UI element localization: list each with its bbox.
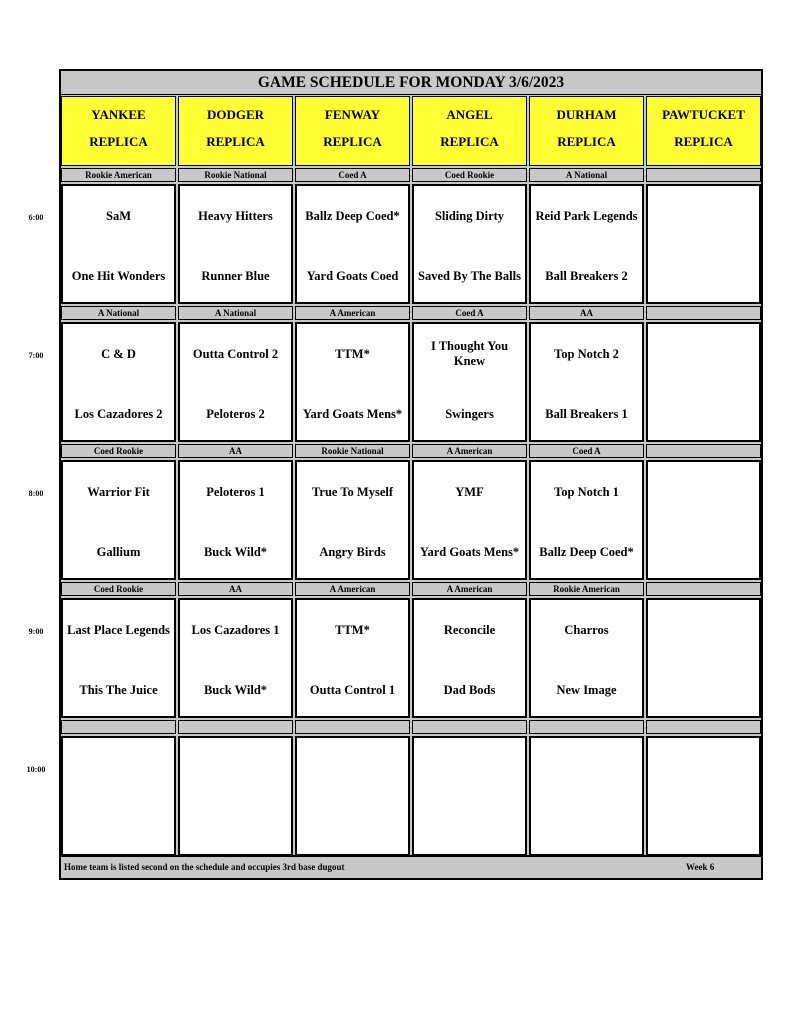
schedule-footer: [61, 855, 761, 878]
time-label: 9:00: [28, 627, 44, 636]
week-label: Week 6: [686, 862, 715, 872]
team-name: Runner Blue: [201, 268, 270, 283]
division-label: [646, 168, 761, 182]
team-name: True To Myself: [311, 484, 394, 499]
team-name: One Hit Wonders: [71, 268, 166, 283]
team-name: Ballz Deep Coed*: [539, 544, 634, 559]
team-name: TTM*: [335, 346, 370, 361]
team-name: [648, 608, 759, 652]
team-name: [180, 746, 291, 790]
game-cell: [61, 322, 176, 442]
park-subtitle: REPLICA: [674, 134, 733, 149]
game-cell: [61, 598, 176, 718]
division-label: [646, 582, 761, 596]
game-cell: [412, 736, 527, 856]
team-name: Outta Control 1: [309, 682, 396, 697]
team-name: Angry Birds: [319, 544, 386, 559]
game-cell: [646, 184, 761, 304]
division-label: Coed A: [295, 168, 410, 182]
team-name: Dad Bods: [443, 682, 496, 697]
game-cell: [178, 184, 293, 304]
park-subtitle: REPLICA: [440, 134, 499, 149]
time-label: 7:00: [28, 351, 44, 360]
division-label: Rookie National: [295, 444, 410, 458]
time-label: 8:00: [28, 489, 44, 498]
park-header: [646, 96, 761, 166]
division-label: Coed A: [529, 444, 644, 458]
team-name: Buck Wild*: [203, 682, 268, 697]
team-name: I Thought You Knew: [430, 339, 509, 368]
team-name: [63, 746, 174, 790]
division-label: A National: [529, 168, 644, 182]
team-name: [648, 668, 759, 712]
team-name: Sliding Dirty: [434, 208, 505, 223]
team-name: [648, 194, 759, 238]
division-label: [61, 720, 176, 734]
division-label: Coed A: [412, 306, 527, 320]
game-cell: [295, 460, 410, 580]
team-name: [648, 332, 759, 376]
park-header: [529, 96, 644, 166]
home-team-note: Home team is listed second on the schedule and occupies 3rd base dugout: [64, 862, 345, 872]
game-cell: [412, 184, 527, 304]
time-label: 6:00: [28, 213, 44, 222]
park-subtitle: REPLICA: [323, 134, 382, 149]
division-label: Coed Rookie: [412, 168, 527, 182]
park-header: [178, 96, 293, 166]
team-name: Outta Control 2: [192, 346, 279, 361]
park-header: [295, 96, 410, 166]
time-label: 10:00: [26, 765, 46, 774]
team-name: YMF: [455, 484, 484, 499]
team-name: [180, 806, 291, 850]
division-label: [295, 720, 410, 734]
division-label: A American: [412, 444, 527, 458]
division-label: Rookie National: [178, 168, 293, 182]
park-header: [412, 96, 527, 166]
game-cell: [178, 460, 293, 580]
team-name: Ball Breakers 1: [545, 406, 628, 421]
team-name: Charros: [564, 622, 609, 637]
game-cell: [412, 460, 527, 580]
game-cell: [61, 184, 176, 304]
game-cell: [646, 460, 761, 580]
team-name: Yard Goats Coed: [306, 268, 399, 283]
team-name: TTM*: [335, 622, 370, 637]
team-name: Reconcile: [443, 622, 496, 637]
schedule-table: [59, 69, 763, 880]
division-label: [529, 720, 644, 734]
game-cell: [178, 322, 293, 442]
team-name: Peloteros 1: [206, 484, 265, 499]
division-label: A National: [61, 306, 176, 320]
team-name: C & D: [101, 346, 136, 361]
team-name: Warrior Fit: [87, 484, 150, 499]
team-name: Yard Goats Mens*: [419, 544, 520, 559]
team-name: This The Juice: [79, 682, 158, 697]
park-subtitle: REPLICA: [557, 134, 616, 149]
team-name: [63, 806, 174, 850]
game-cell: [646, 322, 761, 442]
schedule-title: GAME SCHEDULE FOR MONDAY 3/6/2023: [61, 71, 761, 95]
game-cell: [646, 736, 761, 856]
division-label: [646, 444, 761, 458]
team-name: [531, 806, 642, 850]
park-subtitle: REPLICA: [89, 134, 148, 149]
team-name: [648, 254, 759, 298]
team-name: New Image: [556, 682, 617, 697]
team-name: Top Notch 1: [554, 484, 619, 499]
team-name: SaM: [106, 208, 131, 223]
team-name: [414, 806, 525, 850]
team-name: [648, 392, 759, 436]
team-name: Swingers: [445, 406, 494, 421]
team-name: Top Notch 2: [554, 346, 619, 361]
team-name: Reid Park Legends: [535, 208, 638, 223]
division-label: [178, 720, 293, 734]
team-name: [648, 530, 759, 574]
game-cell: [178, 598, 293, 718]
game-cell: [295, 184, 410, 304]
division-label: [646, 720, 761, 734]
division-label: Coed Rookie: [61, 444, 176, 458]
division-label: [646, 306, 761, 320]
division-label: A American: [412, 582, 527, 596]
park-name: PAWTUCKET: [662, 107, 745, 122]
game-cell: [295, 598, 410, 718]
division-label: Rookie American: [529, 582, 644, 596]
game-cell: [178, 736, 293, 856]
team-name: Ballz Deep Coed*: [305, 208, 400, 223]
division-label: A American: [295, 582, 410, 596]
game-cell: [61, 736, 176, 856]
team-name: Peloteros 2: [206, 406, 265, 421]
team-name: Gallium: [96, 544, 141, 559]
game-cell: [529, 598, 644, 718]
division-label: AA: [178, 444, 293, 458]
game-cell: [529, 460, 644, 580]
park-name: ANGEL: [446, 107, 493, 122]
team-name: Last Place Legends: [67, 622, 170, 637]
division-label: [412, 720, 527, 734]
team-name: [297, 746, 408, 790]
team-name: Buck Wild*: [203, 544, 268, 559]
park-name: FENWAY: [324, 107, 381, 122]
division-label: A American: [295, 306, 410, 320]
team-name: [297, 806, 408, 850]
team-name: Los Cazadores 2: [74, 406, 163, 421]
game-cell: [529, 184, 644, 304]
team-name: Los Cazadores 1: [191, 622, 280, 637]
team-name: [648, 806, 759, 850]
game-cell: [646, 598, 761, 718]
team-name: Heavy Hitters: [198, 208, 273, 223]
park-name: DODGER: [206, 107, 265, 122]
game-cell: [529, 322, 644, 442]
team-name: [531, 746, 642, 790]
division-label: Coed Rookie: [61, 582, 176, 596]
park-name: DURHAM: [556, 107, 617, 122]
game-cell: [295, 736, 410, 856]
park-name: YANKEE: [91, 107, 146, 122]
division-label: A National: [178, 306, 293, 320]
division-label: Rookie American: [61, 168, 176, 182]
game-cell: [412, 598, 527, 718]
game-cell: [529, 736, 644, 856]
park-subtitle: REPLICA: [206, 134, 265, 149]
game-cell: [61, 460, 176, 580]
team-name: [414, 746, 525, 790]
division-label: AA: [178, 582, 293, 596]
game-cell: [295, 322, 410, 442]
team-name: Saved By The Balls: [418, 268, 521, 283]
division-label: AA: [529, 306, 644, 320]
team-name: [648, 470, 759, 514]
park-header: [61, 96, 176, 166]
team-name: [648, 746, 759, 790]
team-name: Ball Breakers 2: [545, 268, 628, 283]
team-name: Yard Goats Mens*: [302, 406, 403, 421]
game-cell: [412, 322, 527, 442]
